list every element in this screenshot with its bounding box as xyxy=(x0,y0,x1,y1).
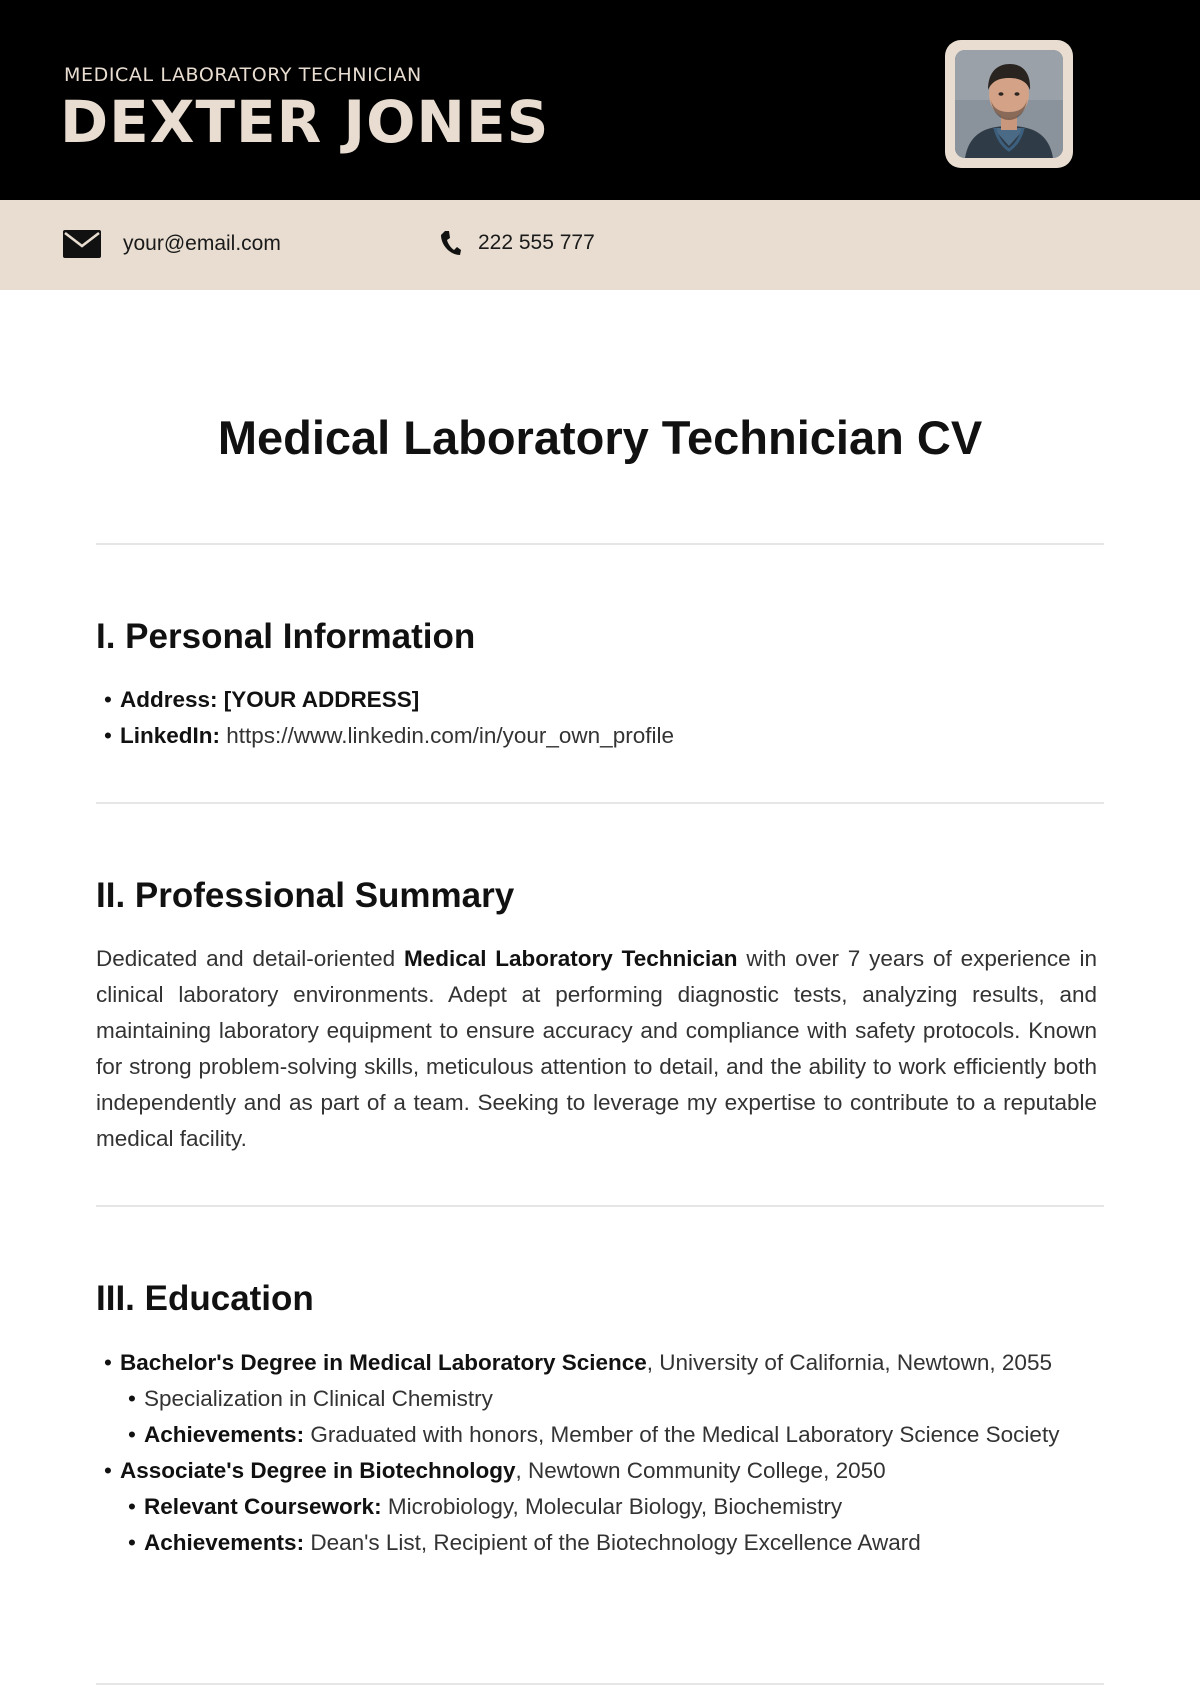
degree2-ach-value: Dean's List, Recipient of the Biotechnology Excellence Award xyxy=(304,1530,921,1555)
list-item-degree2-ach xyxy=(120,1525,1096,1561)
profile-photo-frame xyxy=(945,40,1073,168)
degree1-title: Bachelor's Degree in Medical Laboratory Science xyxy=(120,1350,647,1375)
degree2-ach-label: Achievements: xyxy=(144,1530,305,1555)
envelope-icon xyxy=(63,230,101,258)
degree2-title: Associate's Degree in Biotechnology xyxy=(120,1458,516,1483)
job-label: MEDICAL LABORATORY TECHNICIAN xyxy=(64,64,422,86)
contact-phone[interactable] xyxy=(440,230,595,256)
list-item-degree1 xyxy=(96,1345,1096,1381)
divider xyxy=(96,1683,1104,1685)
section-heading-education: III. Education xyxy=(96,1279,314,1318)
contact-bar xyxy=(0,200,1200,290)
summary-part2: with over 7 years of experience in clinical laboratory environments. Adept at performing diagnostic tests, analyzing results, and maintaining laboratory equipment to ensure accuracy and compliance with safety protocols. Known for strong problem-solving skills, meticulous attention to detail, and the ability to work efficiently both independently and as part of a team. Seeking to leverage my expertise to contribute to a reputable medical facility. xyxy=(96,946,1097,1151)
profile-photo xyxy=(955,50,1063,158)
contact-email[interactable] xyxy=(63,230,281,258)
document-title: Medical Laboratory Technician CV xyxy=(217,411,983,464)
list-item-degree2 xyxy=(96,1453,1096,1489)
divider xyxy=(96,802,1104,804)
summary-bold: Medical Laboratory Technician xyxy=(403,946,738,971)
list-item-degree1-spec xyxy=(120,1381,1096,1417)
header-banner xyxy=(0,0,1200,200)
person-portrait-icon xyxy=(955,50,1063,158)
list-item-linkedin xyxy=(96,718,1096,754)
divider xyxy=(96,1205,1104,1207)
linkedin-label: LinkedIn: xyxy=(120,723,220,748)
degree1-ach-value: Graduated with honors, Member of the Medical Laboratory Science Society xyxy=(304,1422,1060,1447)
phone-text: 222 555 777 xyxy=(478,231,595,254)
degree2-course-value: Microbiology, Molecular Biology, Biochemistry xyxy=(381,1494,843,1519)
address-label: Address: [YOUR ADDRESS] xyxy=(120,687,420,712)
degree1-detail: , University of California, Newtown, 2055 xyxy=(646,1350,1052,1375)
divider xyxy=(96,543,1104,545)
summary-part1: Dedicated and detail-oriented xyxy=(96,946,404,971)
phone-icon xyxy=(440,230,462,256)
candidate-name: DEXTER JONES xyxy=(60,88,550,156)
list-item-degree2-course xyxy=(120,1489,1096,1525)
personal-info-list xyxy=(96,682,1096,754)
linkedin-value[interactable]: https://www.linkedin.com/in/your_own_profile xyxy=(226,723,674,748)
professional-summary xyxy=(96,941,1097,1157)
list-item-address xyxy=(96,682,1096,718)
list-item-degree1-ach xyxy=(120,1417,1096,1453)
degree1-ach-label: Achievements: xyxy=(144,1422,305,1447)
section-heading-summary: II. Professional Summary xyxy=(96,876,515,915)
degree2-detail: , Newtown Community College, 2050 xyxy=(515,1458,886,1483)
degree1-spec: Specialization in Clinical Chemistry xyxy=(144,1386,493,1411)
degree2-course-label: Relevant Coursework: xyxy=(144,1494,382,1519)
education-list xyxy=(96,1345,1096,1561)
section-heading-personal: I. Personal Information xyxy=(96,617,476,656)
email-text: your@email.com xyxy=(123,232,281,255)
